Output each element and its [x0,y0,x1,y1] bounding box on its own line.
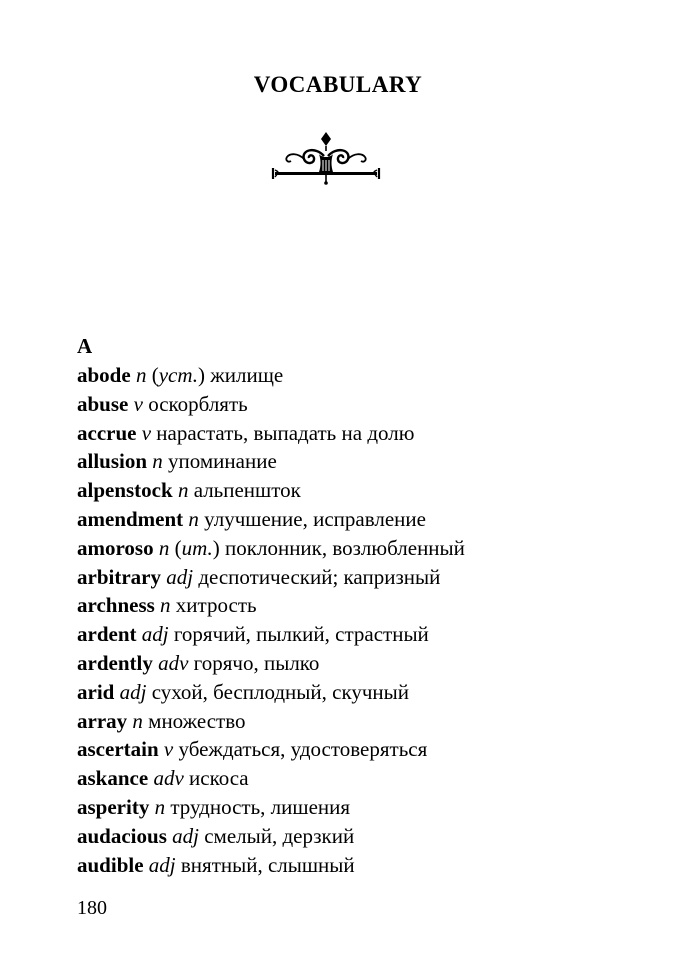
part-of-speech: n [160,593,171,618]
headword: accrue [77,420,137,445]
headword: allusion [77,449,148,474]
vocabulary-entry [77,505,657,534]
vocabulary-entry: amoroso n (ит.) поклонник, возлюбленный [77,535,465,560]
vocabulary-entry [77,793,657,822]
vocabulary-entry: abode n (уст.) жилище [77,363,284,387]
vocabulary-entry [77,707,657,736]
vocabulary-entry [77,476,657,505]
translation: горячий, пылкий, страстный [173,622,429,647]
part-of-speech: v [163,737,174,762]
translation: жилище [210,363,284,387]
part-of-speech: adj [148,852,176,877]
translation: хитрость [175,593,257,618]
headword: array [77,708,128,733]
translation: горячо, пылко [193,650,320,675]
translation: трудность, лишения [170,794,351,819]
vocabulary-entry [77,419,657,448]
translation: смелый, дерзкий [204,823,355,848]
part-of-speech: adv [158,650,189,675]
part-of-speech: n [135,363,147,387]
translation: нарастать, выпадать на долю [156,420,415,445]
part-of-speech: adj [172,823,199,848]
vocabulary-entry [77,822,657,851]
vocabulary-entry [77,851,657,880]
vocabulary-entry [77,591,657,620]
headword: abuse [77,391,129,416]
part-of-speech: adj [119,679,147,704]
translation: убеждаться, удостоверяться [178,737,428,762]
usage-note: ит. [181,535,213,560]
translation: оскорблять [148,391,248,416]
part-of-speech: adv [153,766,184,791]
vocabulary-entry [77,390,657,419]
headword: arid [77,679,115,704]
translation: деспотический; капризный [198,564,441,589]
headword: amendment [77,506,184,531]
vocabulary-entry [77,649,657,678]
page-title: VOCABULARY [253,72,423,97]
part-of-speech: n [188,506,199,531]
translation: упоминание [168,449,277,474]
headword: abode [77,363,131,387]
headword: ardent [77,622,137,647]
usage-note: уст. [158,363,199,387]
translation: поклонник, возлюбленный [225,535,465,560]
headword: amoroso [77,535,154,560]
vocabulary-list [77,361,657,879]
part-of-speech: n [177,478,189,503]
translation: сухой, бесплодный, скучный [151,679,409,704]
translation: искоса [189,766,249,791]
section-letter: A [77,334,93,358]
part-of-speech: n [158,535,170,560]
headword: ardently [77,650,153,675]
part-of-speech: adj [166,564,194,589]
vocabulary-entry [77,620,657,649]
headword: archness [77,593,155,618]
translation: множество [148,708,246,733]
vocabulary-entry [77,678,657,707]
translation: улучшение, исправление [204,506,426,531]
part-of-speech: n [154,794,166,819]
part-of-speech: n [132,708,143,733]
part-of-speech: v [133,391,143,416]
headword: audacious [77,823,167,848]
headword: alpenstock [77,478,173,503]
headword: ascertain [77,737,159,762]
headword: askance [77,766,149,791]
vocabulary-entry [77,563,657,592]
part-of-speech: n [152,449,163,474]
vocabulary-entry [77,735,657,764]
headword: audible [77,852,144,877]
headword: arbitrary [77,564,161,589]
translation: внятный, слышный [180,852,355,877]
fleuron-ornament-icon [271,128,381,186]
page-number: 180 [77,897,107,919]
headword: asperity [77,794,150,819]
part-of-speech: adj [141,622,169,647]
vocabulary-entry [77,764,657,793]
translation: альпеншток [193,478,301,503]
part-of-speech: v [141,420,152,445]
vocabulary-entry [77,447,657,476]
